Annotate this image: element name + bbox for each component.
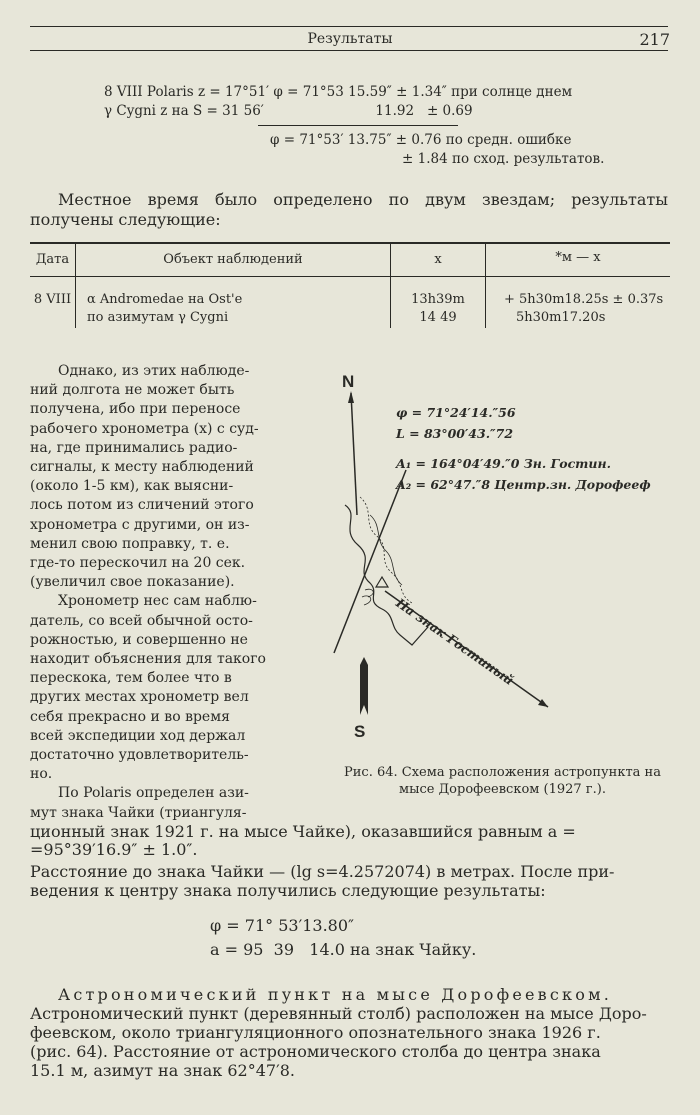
left-column-line: менил свою поправку, т. е.: [30, 535, 230, 552]
left-column-line: лось потом из сличений этого: [30, 497, 254, 514]
left-column-line: находит объяснения для такого: [30, 651, 266, 668]
page-number: 217: [639, 30, 670, 49]
azimuth-2: A₂ = 62°47.″8 Центр.зн. Дорофееф: [396, 477, 651, 492]
section-line-1: Астрономический пункт (деревянный столб) расположен на мысе Доро-: [30, 1004, 647, 1023]
left-column-line: рожностью, и совершенно не: [30, 631, 248, 648]
coastline-west: [345, 505, 428, 645]
azimuth-1: A₁ = 164°04′49.″0 Зн. Гостин.: [396, 456, 611, 471]
azimuth-chaika-value: =95°39′16.9″ ± 1.0″.: [30, 840, 198, 859]
meridian-line-south: [334, 470, 406, 653]
table-header-x: x: [434, 252, 442, 267]
header-top-rule: [30, 26, 668, 27]
obs-sum-rule: [258, 125, 458, 126]
table-cell-diff-1: + 5h30m18.25s ± 0.37s: [504, 292, 664, 307]
left-column-line: (около 1-5 км), как выясни-: [30, 478, 234, 495]
coord-longitude: L = 83°00′43.″72: [396, 426, 514, 441]
left-column-line: где-то перескочил на 20 сек.: [30, 555, 246, 572]
obs-row-1: 8 VIII Polaris z = 17°51′ φ = 71°53 15.59″ ± 1.34″ при солнце днем: [104, 84, 573, 100]
left-column-line: себя прекрасно и во время: [30, 708, 230, 725]
left-column-line: сигналы, к месту наблюдений: [30, 459, 254, 476]
south-arrow-shaft: [360, 657, 368, 715]
left-column-line: ний долгота не может быть: [30, 382, 235, 399]
coord-latitude: φ = 71°24′14.″56: [396, 405, 516, 420]
left-column-line: других местах хронометр вел: [30, 689, 249, 706]
left-column-line: рабочего хронометра (x) с суд-: [30, 420, 259, 437]
table-header-date: Дата: [35, 252, 70, 267]
table-cell-x-2: 14 49: [419, 310, 457, 325]
section-line-3: (рис. 64). Расстояние от астрономического столба до центра знака: [30, 1042, 601, 1061]
figure-64-schema: [320, 365, 690, 755]
table-cell-x-1: 13h39m: [411, 292, 465, 307]
table-cell-diff-2: 5h30m17.20s: [516, 310, 606, 325]
left-column-line: датель, со всей обычной осто-: [30, 612, 253, 629]
result-phi: φ = 71° 53′13.80″: [210, 916, 354, 935]
left-column-line: Хронометр нес сам наблю-: [58, 593, 257, 610]
contour-lines: [362, 589, 373, 605]
left-column-line: По Polaris определен ази-: [58, 785, 249, 802]
left-column-line: но.: [30, 766, 53, 783]
figure-caption-2: мысе Дорофеевском (1927 г.).: [399, 782, 606, 797]
table-cell-object-2: по азимутам γ Cygni: [87, 310, 229, 325]
header-bottom-rule: [30, 50, 668, 51]
distance-line-2: ведения к центру знака получились следующие результаты:: [30, 881, 546, 900]
north-arrow-head: [348, 391, 354, 403]
left-column-line: всей экспедиции ход держал: [30, 727, 246, 744]
left-column-line: (увеличил свое показание).: [30, 574, 235, 591]
left-column-line: мут знака Чайки (триангуля-: [30, 804, 247, 821]
table-top-rule: [30, 242, 670, 244]
left-column-line: перескока, тем более что в: [30, 670, 232, 687]
table-header-object: Объект наблюдений: [163, 252, 303, 267]
section-line-4: 15.1 м, азимут на знак 62°47′8.: [30, 1061, 295, 1080]
table-header-diff: *м — x: [555, 250, 601, 265]
obs-row-2: γ Cygni z на S = 31 56′ 11.92 ± 0.69: [104, 103, 473, 119]
figure-caption-1: Рис. 64. Схема расположения астропункта на: [344, 765, 661, 780]
azimuth-chaika-line: ционный знак 1921 г. на мысе Чайке), оказавшийся равным a =: [30, 822, 576, 841]
distance-line-1: Расстояние до знака Чайки — (lg s=4.2572074) в метрах. После при-: [30, 862, 615, 881]
left-column-line: Однако, из этих наблюде-: [58, 363, 250, 379]
section-title: Астрономический пункт на мысе Дорофеевском.: [58, 985, 613, 1004]
direction-label: На знак Гостиный: [393, 595, 517, 688]
result-azimuth: a = 95 39 14.0 на знак Чайку.: [210, 940, 477, 959]
left-column-line: получена, ибо при переносе: [30, 401, 241, 418]
table-cell-object-1: α Andromedae на Ost'e: [87, 292, 243, 307]
table-cell-date: 8 VIII: [33, 292, 72, 307]
meridian-line-north: [351, 393, 357, 515]
south-label: S: [354, 722, 366, 741]
left-column-line: на, где принимались радио-: [30, 439, 238, 456]
obs-row-3: φ = 71°53′ 13.75″ ± 0.76 по средн. ошибке: [270, 132, 572, 148]
section-line-2: феевском, около триангуляционного опознательного знака 1926 г.: [30, 1023, 601, 1042]
table-header-rule: [30, 276, 670, 277]
left-column-line: достаточно удовлетворитель-: [30, 747, 249, 764]
left-column: [30, 362, 305, 823]
north-label: N: [342, 372, 355, 391]
left-column-line: хронометра с другими, он из-: [30, 516, 250, 533]
obs-row-4: ± 1.84 по сход. результатов.: [402, 151, 605, 167]
running-header: Результаты: [307, 31, 393, 47]
triangulation-sign-icon: [376, 577, 388, 587]
intro-paragraph: Местное время было определено по двум звездам; результаты получены следующие:: [30, 190, 668, 229]
